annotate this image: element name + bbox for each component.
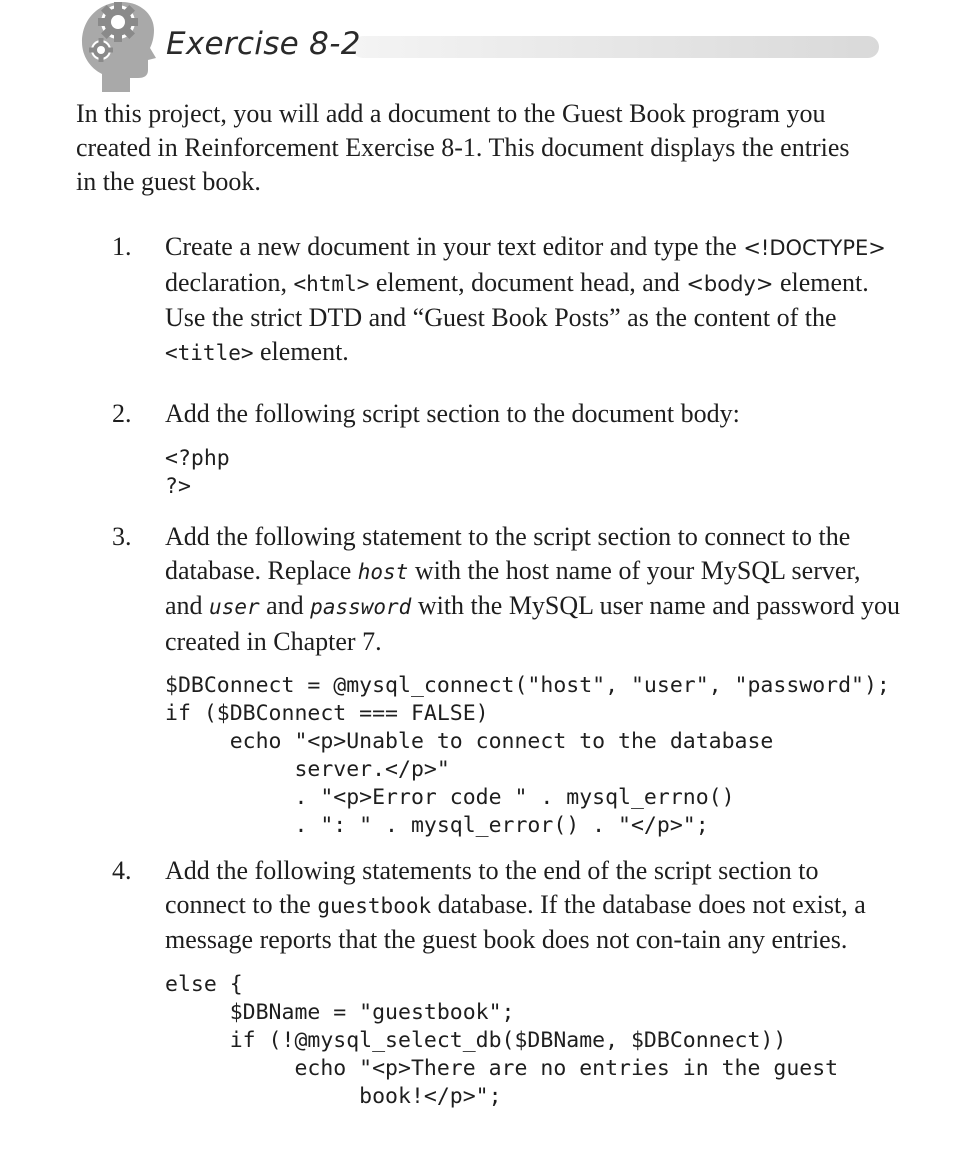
intro-paragraph: In this project, you will add a document to the Guest Book program you created in Reinforcement Exercise 8-1. This document displays the entries in the guest book. — [76, 99, 850, 196]
title-bar — [352, 36, 879, 58]
code-line: $DBName = "guestbook"; — [165, 999, 515, 1025]
step-number: 1. — [112, 232, 132, 261]
doctype-code: <!DOCTYPE> — [743, 236, 886, 260]
title-tag-code: <title> — [165, 340, 254, 365]
step-text: Create a new document in your text editor and type the <!DOCTYPE> declaration, <html> element, document head, and <body> element. Use the strict DTD and “Guest Book Posts” as the content of the <title> element. — [165, 232, 886, 366]
code-line: . ": " . mysql_error() . "</p>"; — [165, 813, 709, 838]
step-number: 2. — [112, 399, 132, 428]
code-line: book!</p>"; — [165, 1083, 502, 1109]
step-text: Add the following statements to the end of the script section to connect to the guestbook database. If the database does not exist, a message reports that the guest book does not con-tain any entries. — [165, 856, 866, 954]
guestbook-code: guestbook — [317, 893, 432, 918]
step-number: 3. — [112, 522, 132, 551]
step-2 — [112, 397, 902, 501]
exercise-header — [0, 0, 957, 100]
code-line: else { — [165, 971, 243, 997]
code-line: <?php — [165, 445, 230, 471]
code-block — [165, 971, 902, 1111]
code-line: echo "<p>Unable to connect to the database — [165, 729, 774, 754]
step-number: 4. — [112, 856, 132, 885]
code-line: echo "<p>There are no entries in the guest — [165, 1055, 839, 1081]
code-line: if ($DBConnect === FALSE) — [165, 701, 489, 726]
code-line: if (!@mysql_select_db($DBName, $DBConnect)) — [165, 1027, 787, 1053]
step-4 — [112, 854, 902, 1111]
step-text: Add the following statement to the script section to connect to the database. Replace host with the host name of your MySQL server, and user and password with the MySQL user name and password you created in Chapter 7. — [165, 522, 900, 656]
host-code: host — [357, 559, 409, 584]
code-block — [165, 445, 902, 501]
code-line: server.</p>" — [165, 757, 450, 782]
step-3 — [112, 520, 902, 840]
gear-head-icon — [74, 0, 156, 92]
step-text: Add the following script section to the document body: — [165, 399, 740, 428]
password-code: password — [310, 595, 412, 619]
exercise-title: Exercise 8-2 — [166, 26, 361, 62]
code-line: . "<p>Error code " . mysql_errno() — [165, 785, 735, 810]
code-line: $DBConnect = @mysql_connect("host", "user", "password"); — [165, 673, 890, 698]
body-tag-code: <body> — [686, 271, 774, 296]
step-1 — [112, 230, 902, 370]
html-tag-code: <html> — [293, 271, 370, 296]
code-line: ?> — [165, 473, 191, 499]
user-code: user — [209, 595, 260, 619]
code-block — [165, 672, 902, 840]
